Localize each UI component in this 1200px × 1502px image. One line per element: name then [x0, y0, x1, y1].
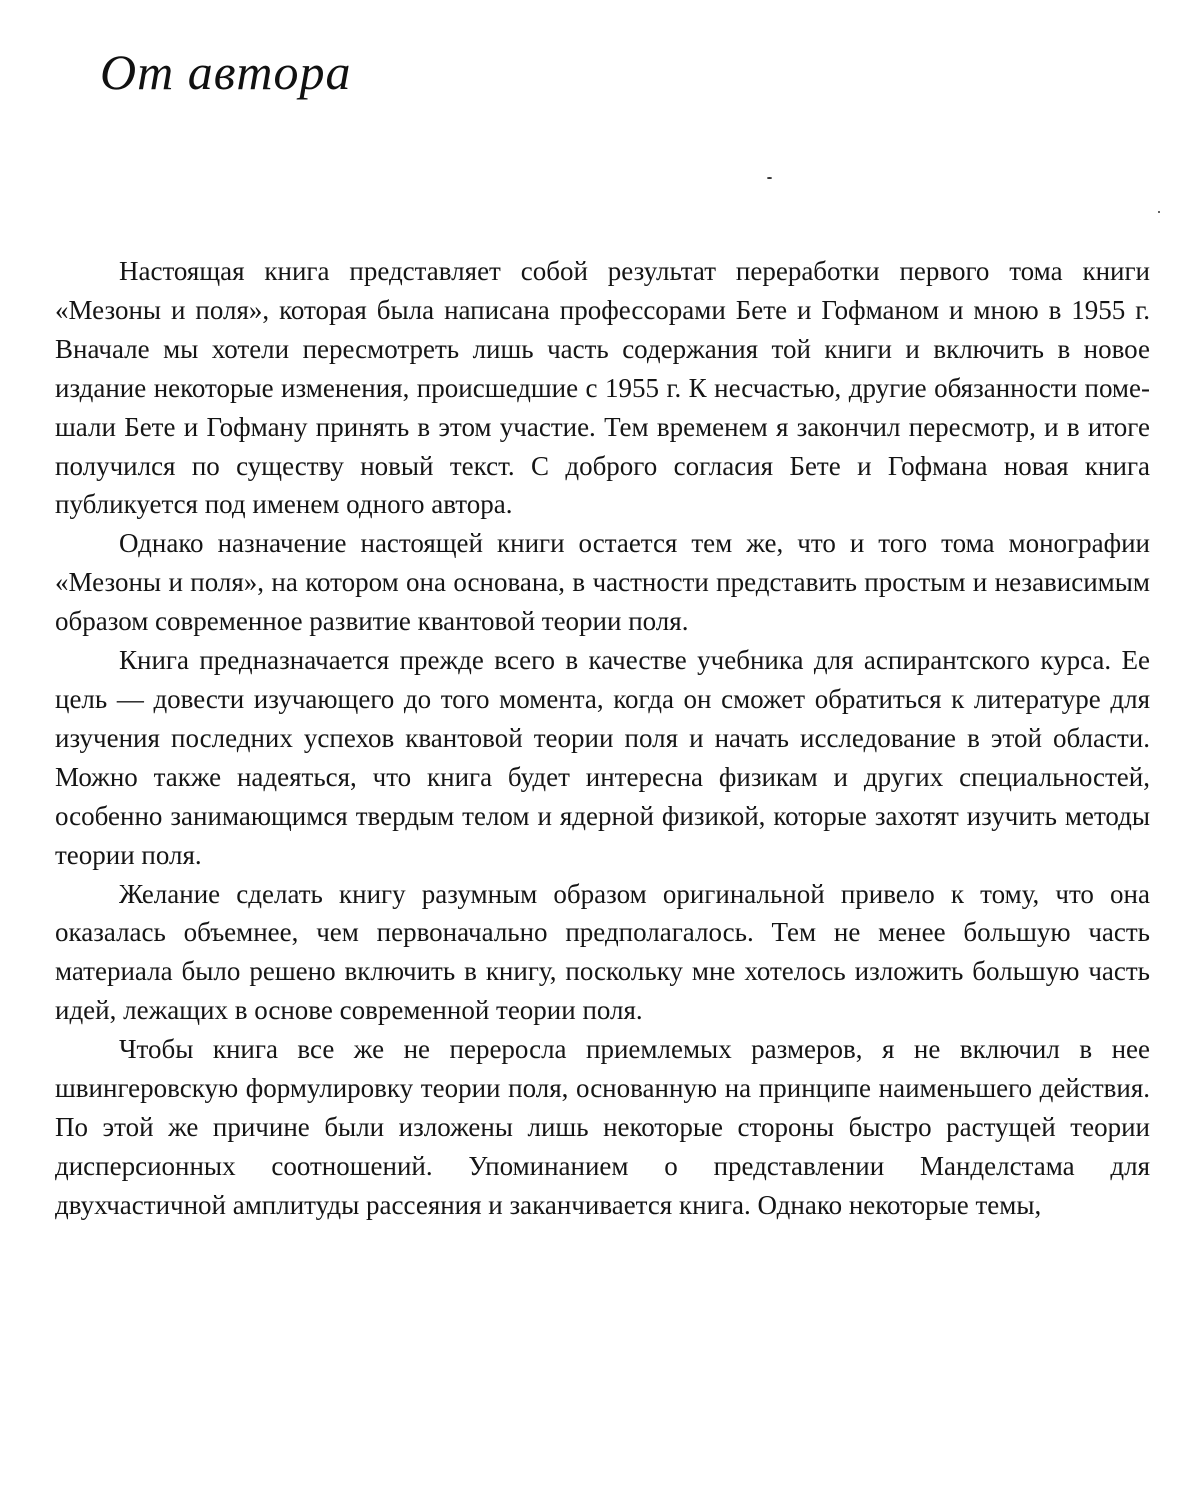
paragraph: Настоящая книга представляет собой результат переработки первого тома книги «Мезоны и поля», которая была написана профессорами Бете и Гофманом и мною в 1955 г. Вначале мы хотели пересмотреть лишь часть содержания той книги и включить в новое издание некоторые изменения, происшедшие с 1955 г. К несчастью, другие обязанности помешали Бете и Гофману принять в этом участие. Тем временем я закончил пересмотр, и в итоге получился по существу новый текст. С доброго согласия Бете и Гофмана новая книга публикуется под именем одного автора.: [55, 256, 1150, 520]
paragraph: Чтобы книга все же не переросла приемлемых размеров, я не включил в нее швингеровскую формулировку теории поля, основанную на принципе наименьшего действия. По этой же причине были изложены лишь некоторые стороны быстро растущей теории дисперсионных соотношений. Упоминанием о представлении Манделстама для двухчастичной амплитуды рассеяния и заканчивается книга. Однако некоторые темы,: [55, 1034, 1150, 1220]
paragraph: Желание сделать книгу разумным образом оригинальной привело к тому, что она оказалась объемнее, чем первоначально предполагалось. Тем не менее большую часть материала было решено включить в книгу, поскольку мне хотелось изложить большую часть идей, лежащих в основе современной теории поля.: [55, 878, 1150, 1026]
print-speck: [767, 177, 772, 179]
print-speck: [1158, 211, 1160, 213]
paragraph: Однако назначение настоящей книги остается тем же, что и того тома монографии «Мезоны и поля», на котором она основана, в частности представить простым и независимым образом современное развитие квантовой теории поля.: [55, 528, 1150, 637]
paragraph: Книга предназначается прежде всего в качестве учебника для аспирантского курса. Ее цель — довести изучающего до того момента, когда он сможет обратиться к литературе для изучения последних успехов квантовой теории поля и начать исследование в этой области. Можно также надеяться, что книга будет интересна физикам и других специальностей, особенно занимающимся твердым телом и ядерной физикой, которые захотят изучить методы теории поля.: [55, 645, 1150, 870]
section-heading: От автора: [100, 44, 352, 100]
body-text: [55, 252, 1150, 1225]
